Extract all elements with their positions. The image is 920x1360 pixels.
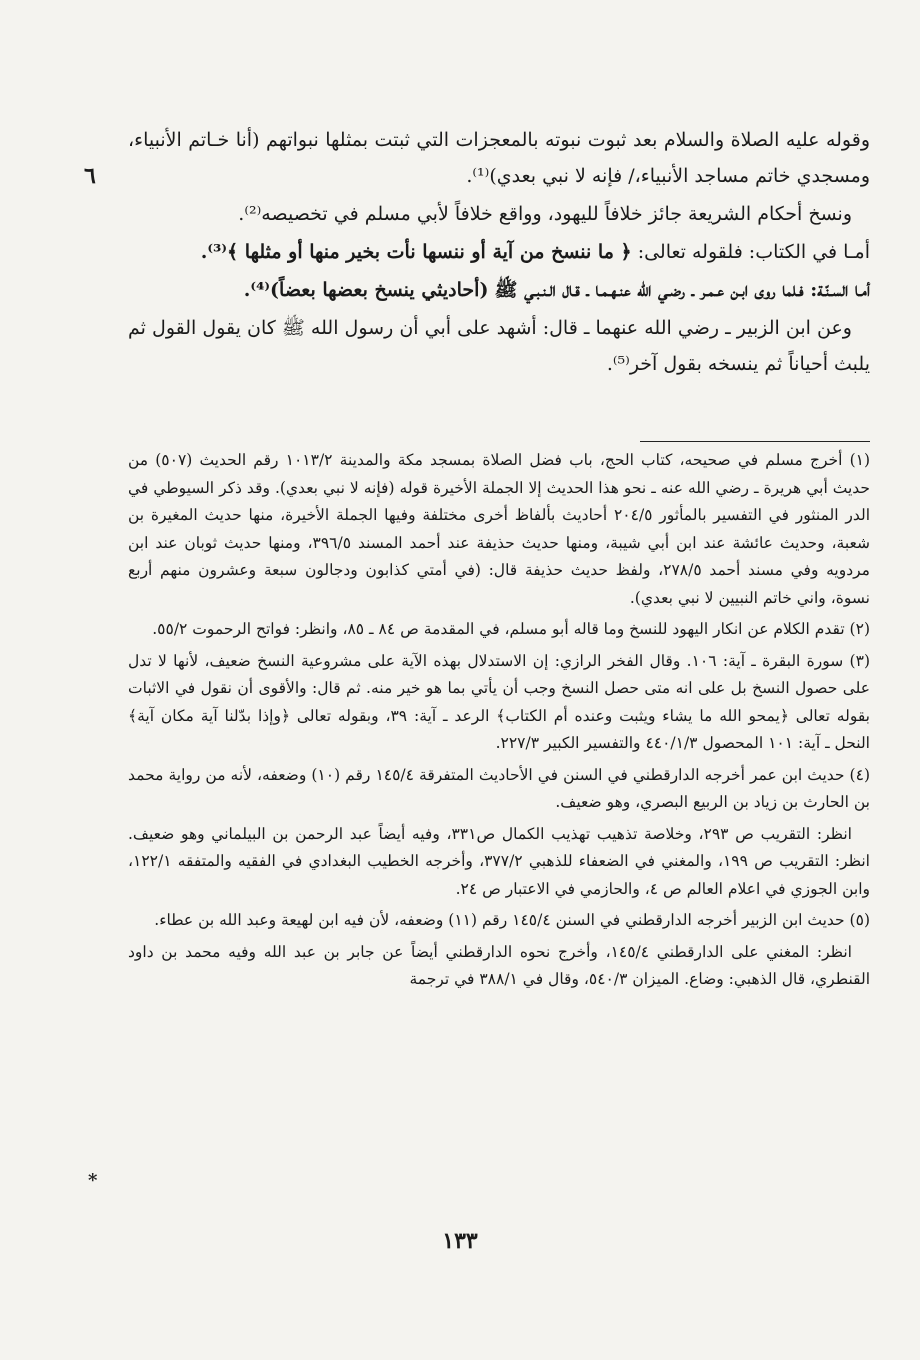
margin-page-marker: ٦ [84,163,96,189]
main-text [128,122,870,384]
paragraph-5: وعن ابن الزبير ـ رضي الله عنهما ـ قال: أشهد على أبي أن رسول الله ﷺ كان يقول القول ثم يلبث أحياناً ثم ينسخه بقول آخر⁽⁵⁾. [128,317,870,375]
side-mark: * [88,1170,98,1191]
footnote-1: (١) أخرج مسلم في صحيحه، كتاب الحج، باب فضل الصلاة بمسجد مكة والمدينة ١٠١٣/٢ رقم الحديث (٥٠٧) من حديث أبي هريرة ـ رضي الله عنه ـ نحو هذا الحديث إلا الجملة الأخيرة قوله (فإنه لا نبي بعدي). وقد ذكر السيوطي في الدر المنثور في التفسير بالمأثور ٢٠٤/٥ أحاديث بألفاظ أخرى مختلفة وفيها الجملة الأخيرة، منها حديث المغيرة بن شعبة، وحديث عائشة عند ابن أبي شيبة، ومنها حديث حذيفة عند أحمد المسند ٣٩٦/٥، ومنها حديث ثوبان عند ابن مردويه وفي مسند أحمد ٢٧٨/٥، ولفظ حديث حذيفة قال: (في أمتي كذابون ودجالون سبعة وعشرون منهم أربع نسوة، واني خاتم النبيين لا نبي بعدي). [128,451,871,607]
paragraph-3 [128,234,870,270]
footnote-4: (٤) حديث ابن عمر أخرجه الدارقطني في السنن في الأحاديث المتفرقة ١٤٥/٤ رقم (١٠) وضعفه، لأنه من رواية محمد بن الحارث بن زياد بن الربيع البصري، وهو ضعيف. [128,765,870,811]
paragraph-4-label: أمـا السـنّـة: فـلما روى ابـن عـمـر ـ رضـي الله عنـهـمـا ـ قـال الـنـبـي ﷺ [494,279,870,301]
footnote-2: (٢) تقدم الكلام عن انكار اليهود للنسخ وما قاله أبو مسلم، في المقدمة ص ٨٤ ـ ٨٥، وانظر: فواتح الرحموت ٥٥/٢. [152,620,870,638]
paragraph-1: وقوله عليه الصلاة والسلام بعد ثبوت نبوته بالمعجزات التي ثبتت بمثلها نبواتهم (أنا خـاتم الأنبياء، ومسجدي خاتم مساجد الأنبياء،/ فإنه لا نبي بعدي)⁽¹⁾. [128,129,870,187]
footnote-5: (٥) حديث ابن الزبير أخرجه الدارقطني في السنن ١٤٥/٤ رقم (١١) وضعفه، لأن فيه ابن لهيعة وعبد الله بن عطاء. [154,911,870,929]
page-number: ١٣٣ [442,1228,478,1254]
footnote-4-continued: انظر: التقريب ص ٢٩٣، وخلاصة تذهيب تهذيب الكمال ص٣٣١، وفيه أيضاً عبد الرحمن بن البيلماني وهو ضعيف. انظر: التقريب ص ١٩٩، والمغني في الضعفاء للذهبي ٣٧٧/٢، وأخرجه الخطيب البغدادي في الفقيه والمتفقه ١٢٢/١، وابن الجوزي في اعلام العالم ص ٤، والحازمي في الاعتبار ص ٢٤. [128,824,870,898]
footnote-3: (٣) سورة البقرة ـ آية: ١٠٦. وقال الفخر الرازي: إن الاستدلال بهذه الآية على مشروعية النسخ ضعيف، لأنها لا تدل على حصول النسخ بل على انه متى حصل النسخ وجب أن يأتي بما هو خير منه. ثم قال: والأقوى أن نقول في الاثبات بقوله تعالى ﴿يمحو الله ما يشاء ويثبت وعنده أم الكتاب﴾ الرعد ـ آية: ٣٩، وبقوله تعالى ﴿وإذا بدّلنا آية مكان آية﴾ النحل ـ آية: ١٠١ المحصول ٤٤٠/١/٣ والتفسير الكبير ٢٢٧/٣. [128,651,870,752]
footnote-separator [640,441,870,442]
paragraph-4 [128,272,870,308]
paragraph-2: ونسخ أحكام الشريعة جائز خلافاً لليهود، وواقع خلافاً لأبي مسلم في تخصيصه⁽²⁾. [238,203,852,225]
paragraph-3-label: أمـا في الكتاب: فلقوله تعالى: [637,241,870,263]
quran-quote: ﴿ ما ننسخ من آية أو ننسها نأت بخير منها أو مثلها ﴾⁽³⁾. [200,241,632,263]
footnotes [128,447,870,998]
hadith-quote: (أحاديثي ينسخ بعضها بعضاً)⁽⁴⁾. [243,279,489,301]
footnote-5-continued: انظر: المغني على الدارقطني ١٤٥/٤، وأخرج نحوه الدارقطني أيضاً عن جابر بن عبد الله وفيه محمد بن داود القنطري، قال الذهبي: وضاع. الميزان ٥٤٠/٣، وقال في ٣٨٨/١ في ترجمة [128,942,870,988]
